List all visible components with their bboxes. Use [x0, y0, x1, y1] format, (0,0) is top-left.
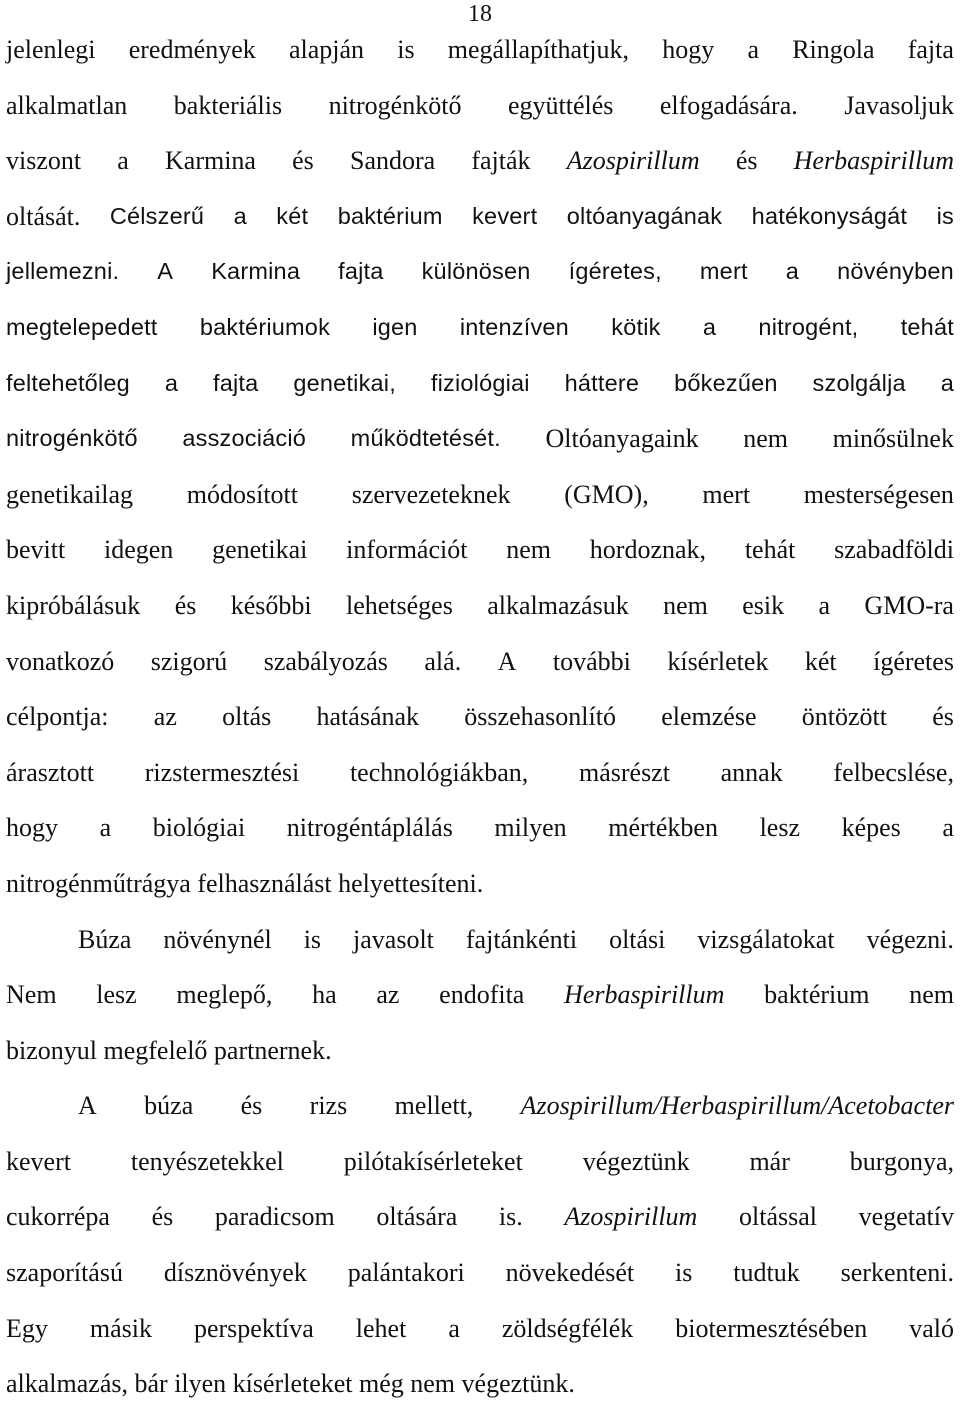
word: kipróbálásuk [6, 590, 141, 620]
word: (GMO), [564, 479, 649, 509]
word: és [151, 1202, 174, 1232]
text-line [6, 356, 954, 412]
word: tehát [744, 535, 796, 565]
word: Ringola [792, 35, 875, 64]
word: és [735, 146, 758, 176]
word: nem [506, 535, 552, 565]
word: Egy [6, 1313, 48, 1343]
word: a [785, 258, 800, 285]
word: szabadföldi [834, 535, 954, 565]
text-line [6, 689, 954, 745]
word: való [909, 1313, 954, 1343]
word: ígéretes [873, 646, 954, 676]
word: kevert [472, 202, 538, 229]
word: a [233, 202, 247, 229]
word: Karmina [165, 146, 256, 176]
word: további [552, 646, 631, 676]
word: rizstermesztési [144, 757, 300, 787]
word: bevitt [6, 535, 66, 565]
text-line [6, 467, 954, 523]
word: háttere [564, 369, 640, 396]
word: vegetatív [858, 1202, 954, 1232]
word: Célszerű [109, 202, 205, 229]
word: Karmina [211, 258, 301, 285]
word: két [804, 646, 837, 676]
word: mellett, [394, 1091, 474, 1121]
word: nitrogénkötő [328, 90, 462, 120]
word: lesz [96, 980, 137, 1010]
word: növénynél [163, 924, 272, 954]
word: vizsgálatokat [697, 924, 835, 954]
text-line [6, 1301, 954, 1357]
word: oltással [739, 1202, 817, 1232]
word: hordoznak, [589, 535, 707, 565]
word: nitrogént, [758, 313, 859, 340]
word: célpontja: [6, 702, 109, 732]
word: genetikai [212, 535, 308, 565]
word: is [675, 1258, 693, 1288]
word: mértékben [608, 813, 718, 843]
word: képes [841, 813, 901, 843]
word: serkenteni. [840, 1258, 954, 1288]
text-line [6, 244, 954, 300]
word: is [936, 202, 954, 229]
word: végezni. [866, 924, 954, 954]
word: hogy [6, 813, 58, 843]
word: szabályozás [263, 646, 388, 676]
word: Javasoljuk [844, 90, 954, 120]
text-line [6, 634, 954, 690]
word: összehasonlító [464, 702, 616, 732]
word: ha [312, 980, 337, 1010]
word: Azospirillum/Herbaspirillum/Acetobacter [520, 1091, 954, 1121]
word: tudtuk [733, 1258, 800, 1288]
text-line [6, 300, 954, 356]
page-number: 18 [468, 1, 492, 27]
word: alapján [288, 35, 365, 64]
word: és [174, 590, 197, 620]
word: szigorú [150, 646, 228, 676]
word: nem [663, 590, 708, 620]
word: a [942, 813, 954, 843]
word: hatékonyságát [751, 202, 908, 229]
word: technológiákban, [349, 757, 529, 787]
word: biotermesztésében [675, 1313, 868, 1343]
word: ígéretes, [568, 258, 662, 285]
text-line [6, 189, 954, 245]
word: búza [144, 1091, 194, 1121]
word: bőkezűen [674, 369, 778, 396]
text-line [6, 522, 954, 578]
word: és [932, 702, 954, 732]
word: genetikai, [293, 369, 396, 396]
word: a [99, 813, 112, 843]
word: Nem [6, 980, 57, 1010]
word: vonatkozó [6, 646, 115, 676]
word: is. [498, 1202, 523, 1232]
word: szaporítású [6, 1258, 123, 1288]
word: alkalmazásuk [487, 590, 629, 620]
word: Herbaspirillum [564, 980, 725, 1010]
word: Sandora [349, 146, 436, 176]
word: bakteriális [173, 90, 283, 120]
text-line [6, 411, 954, 467]
word: oltását. [6, 201, 81, 231]
text-line [6, 578, 954, 634]
word: is [397, 35, 415, 64]
word: esik [742, 590, 785, 620]
word: az [376, 980, 400, 1010]
word: palántakori [347, 1258, 465, 1288]
word: feltehetőleg [6, 369, 130, 396]
word: kísérletek [667, 646, 769, 676]
word: A [497, 646, 517, 676]
word: genetikailag [6, 479, 134, 509]
word: alkalmatlan [6, 90, 128, 120]
word: együttélés [507, 90, 614, 120]
word: oltóanyagának [566, 202, 723, 229]
word: másrészt [578, 757, 670, 787]
word: az [153, 702, 177, 732]
word: növényben [837, 258, 954, 285]
word: viszont [6, 146, 82, 176]
word: paradicsom [214, 1202, 335, 1232]
word: szervezeteknek [351, 479, 511, 509]
word: a [164, 369, 179, 396]
word: jellemezni. [6, 258, 120, 285]
word: hogy [662, 35, 715, 64]
word: endofita [439, 980, 525, 1010]
word: módosított [186, 479, 299, 509]
word: növekedését [505, 1258, 635, 1288]
word: megtelepedett [6, 313, 158, 340]
word: öntözött [801, 702, 887, 732]
word: kevert [6, 1146, 71, 1176]
word: Azospirillum [566, 146, 700, 176]
word: árasztott [6, 757, 95, 787]
text-line [6, 967, 954, 1023]
word: már [749, 1146, 790, 1176]
word: különösen [421, 258, 531, 285]
word: oltási [609, 924, 666, 954]
word: a [702, 313, 717, 340]
word: meglepő, [176, 980, 273, 1010]
word: minősülnek [832, 424, 954, 454]
word: lehetséges [346, 590, 453, 620]
word: tenyészetekkel [130, 1146, 284, 1176]
word: fajtánkénti [465, 924, 578, 954]
word: lehet [355, 1313, 407, 1343]
word: fajta [213, 369, 259, 396]
word: nitrogéntáplálás [286, 813, 453, 843]
text-line [6, 133, 954, 189]
word: végeztünk [582, 1146, 690, 1176]
word: Herbaspirillum [793, 146, 954, 176]
word: rizs [309, 1091, 348, 1121]
word: annak [720, 757, 783, 787]
word: megállapíthatjuk, [447, 35, 630, 64]
word: Azospirillum [564, 1202, 698, 1232]
word: elemzése [661, 702, 757, 732]
word: nitrogénkötő [6, 425, 138, 452]
text-line [6, 22, 954, 78]
word: és [240, 1091, 263, 1121]
word: eredmények [128, 35, 256, 64]
word: javasolt [353, 924, 434, 954]
word: asszociáció [182, 425, 307, 452]
word: és [292, 146, 314, 176]
word: kötik [611, 313, 661, 340]
word: A [157, 258, 174, 285]
word: tehát [900, 313, 954, 340]
word: a [940, 369, 954, 396]
word: későbbi [230, 590, 312, 620]
word: nem [743, 424, 788, 454]
word: baktériumok [199, 313, 331, 340]
word: biológiai [152, 813, 246, 843]
word: mesterségesen [803, 479, 954, 509]
word: felbecslése, [833, 757, 954, 787]
word: pilótakísérleteket [343, 1146, 523, 1176]
word: baktérium [764, 980, 870, 1010]
word: igen [372, 313, 418, 340]
word: működtetését. [350, 425, 501, 452]
word: a [117, 146, 129, 176]
word: milyen [494, 813, 567, 843]
text-line [6, 1078, 954, 1134]
word: zöldségfélék [501, 1313, 634, 1343]
text-line [6, 1245, 954, 1301]
word: szolgálja [812, 369, 906, 396]
word: másik [89, 1313, 152, 1343]
word: fajták [471, 146, 531, 176]
word: a [747, 35, 759, 64]
word: lesz [759, 813, 800, 843]
text-line [6, 78, 954, 134]
word: fajta [338, 258, 384, 285]
word: jelenlegi [6, 35, 96, 64]
word: burgonya, [849, 1146, 954, 1176]
word: nem [909, 980, 954, 1010]
text-line [6, 1134, 954, 1190]
text-line [6, 1189, 954, 1245]
text-line: alkalmazás, bár ilyen kísérleteket még nem végeztünk. [6, 1369, 575, 1399]
word: intenzíven [459, 313, 569, 340]
word: is [303, 924, 322, 954]
text-line [6, 912, 954, 968]
word: mert [699, 258, 748, 285]
word: oltás [222, 702, 272, 732]
word: A [78, 1091, 97, 1121]
word: cukorrépa [6, 1202, 110, 1232]
word: GMO-ra [864, 590, 954, 620]
word: alá. [424, 646, 462, 676]
word: dísznövények [163, 1258, 307, 1288]
text-line [6, 800, 954, 856]
word: elfogadására. [659, 90, 798, 120]
text-line: nitrogénműtrágya felhasználást helyettesíteni. [6, 868, 484, 898]
word: a [818, 590, 831, 620]
word: fajta [907, 35, 954, 64]
word: információt [346, 535, 468, 565]
word: Búza [78, 924, 132, 954]
word: hatásának [316, 702, 420, 732]
word: mert [702, 479, 751, 509]
word: fiziológiai [430, 369, 530, 396]
word: perspektíva [193, 1313, 314, 1343]
word: Oltóanyagaink [545, 424, 699, 454]
text-line [6, 745, 954, 801]
word: két [276, 202, 309, 229]
word: a [448, 1313, 460, 1343]
word: idegen [104, 535, 174, 565]
word: baktérium [337, 202, 443, 229]
document-body [6, 22, 954, 1412]
word: oltására [376, 1202, 458, 1232]
text-line: bizonyul megfelelő partnernek. [6, 1035, 332, 1065]
